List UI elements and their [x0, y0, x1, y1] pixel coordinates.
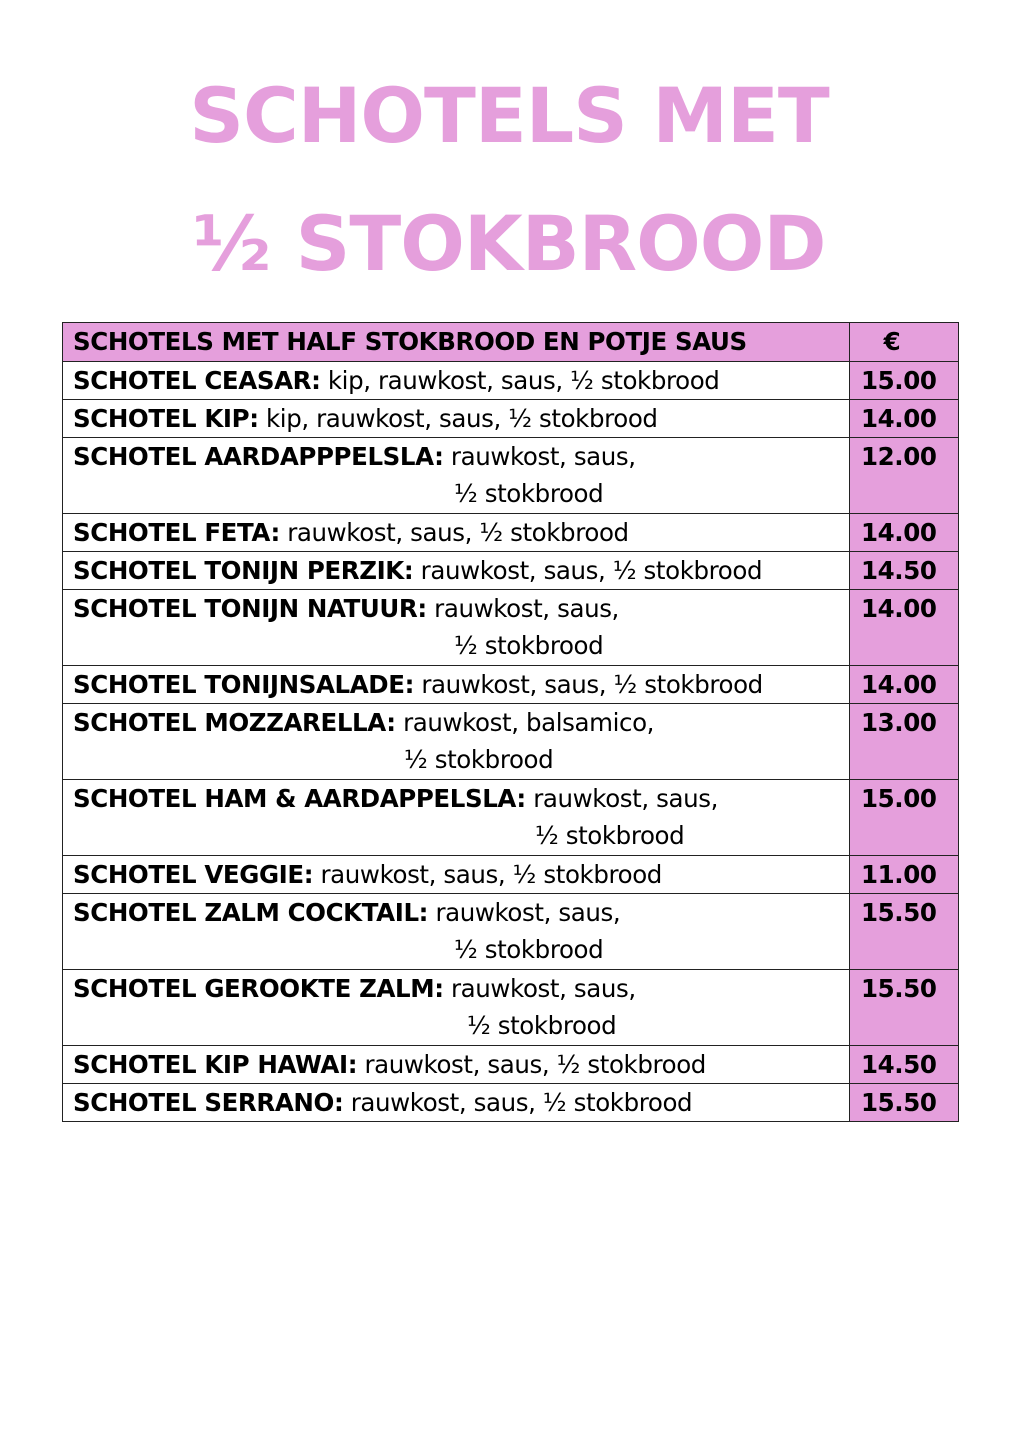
- dish-name: SCHOTEL GEROOKTE ZALM:: [73, 974, 444, 1003]
- dish-name: SCHOTEL KIP HAWAI:: [73, 1050, 358, 1079]
- dish-cell: [63, 856, 850, 894]
- table-row: [63, 438, 959, 514]
- header-price-label: €: [850, 323, 959, 362]
- dish-name: SCHOTEL MOZZARELLA:: [73, 708, 396, 737]
- table-row: [63, 856, 959, 894]
- table-row: [63, 666, 959, 704]
- dish-description-continued: ½ stokbrood: [454, 479, 604, 508]
- dish-name: SCHOTEL CEASAR:: [73, 366, 321, 395]
- dish-cell: [63, 970, 850, 1046]
- table-row: [63, 514, 959, 552]
- dish-description: rauwkost, saus,: [525, 784, 718, 813]
- dish-price: 15.50: [850, 894, 959, 970]
- dish-name: SCHOTEL TONIJN NATUUR:: [73, 594, 427, 623]
- dish-cell: [63, 400, 850, 438]
- dish-name: SCHOTEL AARDAPPPELSLA:: [73, 442, 444, 471]
- table-row: [63, 590, 959, 666]
- table-row: [63, 704, 959, 780]
- dish-cell: [63, 1084, 850, 1122]
- dish-cell: [63, 552, 850, 590]
- dish-name: SCHOTEL ZALM COCKTAIL:: [73, 898, 429, 927]
- dish-description: rauwkost, saus,: [426, 594, 619, 623]
- dish-description: rauwkost, saus, ½ stokbrood: [413, 670, 763, 699]
- table-row: [63, 780, 959, 856]
- dish-description: rauwkost, saus,: [443, 974, 636, 1003]
- dish-name: SCHOTEL TONIJN PERZIK:: [73, 556, 414, 585]
- dish-price: 14.50: [850, 1046, 959, 1084]
- dish-description-continued: ½ stokbrood: [535, 821, 685, 850]
- dish-description: kip, rauwkost, saus, ½ stokbrood: [258, 404, 658, 433]
- dish-price: 15.00: [850, 362, 959, 400]
- dish-description: rauwkost, saus, ½ stokbrood: [279, 518, 629, 547]
- table-header-row: [63, 323, 959, 362]
- dish-price: 14.00: [850, 400, 959, 438]
- dish-cell: [63, 438, 850, 514]
- dish-description: rauwkost, saus, ½ stokbrood: [343, 1088, 693, 1117]
- header-item-label: SCHOTELS MET HALF STOKBROOD EN POTJE SAUS: [63, 323, 850, 362]
- dish-description-continued: ½ stokbrood: [404, 745, 554, 774]
- table-row: [63, 1046, 959, 1084]
- dish-price: 11.00: [850, 856, 959, 894]
- table-row: [63, 894, 959, 970]
- table-row: [63, 970, 959, 1046]
- dish-description-continued: ½ stokbrood: [467, 1011, 617, 1040]
- dish-cell: [63, 666, 850, 704]
- dish-name: SCHOTEL SERRANO:: [73, 1088, 344, 1117]
- dish-name: SCHOTEL KIP:: [73, 404, 259, 433]
- dish-name: SCHOTEL TONIJNSALADE:: [73, 670, 414, 699]
- dish-price: 14.00: [850, 514, 959, 552]
- dish-description: rauwkost, balsamico,: [395, 708, 655, 737]
- dish-price: 15.00: [850, 780, 959, 856]
- dish-cell: [63, 362, 850, 400]
- dish-price: 12.00: [850, 438, 959, 514]
- dish-cell: [63, 780, 850, 856]
- table-row: [63, 362, 959, 400]
- dish-description-continued: ½ stokbrood: [454, 935, 604, 964]
- dish-price: 13.00: [850, 704, 959, 780]
- dish-price: 14.00: [850, 590, 959, 666]
- page-title-line-1: SCHOTELS MET: [189, 71, 829, 160]
- dish-price: 14.50: [850, 552, 959, 590]
- dish-description-continued: ½ stokbrood: [454, 631, 604, 660]
- dish-description: rauwkost, saus, ½ stokbrood: [313, 860, 662, 889]
- dish-price: 15.50: [850, 970, 959, 1046]
- dish-description: rauwkost, saus, ½ stokbrood: [357, 1050, 706, 1079]
- dish-cell: [63, 1046, 850, 1084]
- dish-cell: [63, 514, 850, 552]
- dish-description: rauwkost, saus,: [428, 898, 621, 927]
- table-row: [63, 1084, 959, 1122]
- dish-cell: [63, 590, 850, 666]
- page-title-line-2: ½ STOKBROOD: [192, 199, 826, 288]
- table-row: [63, 400, 959, 438]
- dish-price: 14.00: [850, 666, 959, 704]
- menu-table: [62, 322, 959, 1122]
- dish-description: rauwkost, saus,: [443, 442, 636, 471]
- dish-name: SCHOTEL HAM & AARDAPPELSLA:: [73, 784, 526, 813]
- dish-description: rauwkost, saus, ½ stokbrood: [413, 556, 763, 585]
- dish-cell: [63, 704, 850, 780]
- dish-price: 15.50: [850, 1084, 959, 1122]
- table-row: [63, 552, 959, 590]
- menu-table-body: [63, 362, 959, 1122]
- dish-name: SCHOTEL VEGGIE:: [73, 860, 314, 889]
- dish-description: kip, rauwkost, saus, ½ stokbrood: [320, 366, 720, 395]
- dish-name: SCHOTEL FETA:: [73, 518, 280, 547]
- dish-cell: [63, 894, 850, 970]
